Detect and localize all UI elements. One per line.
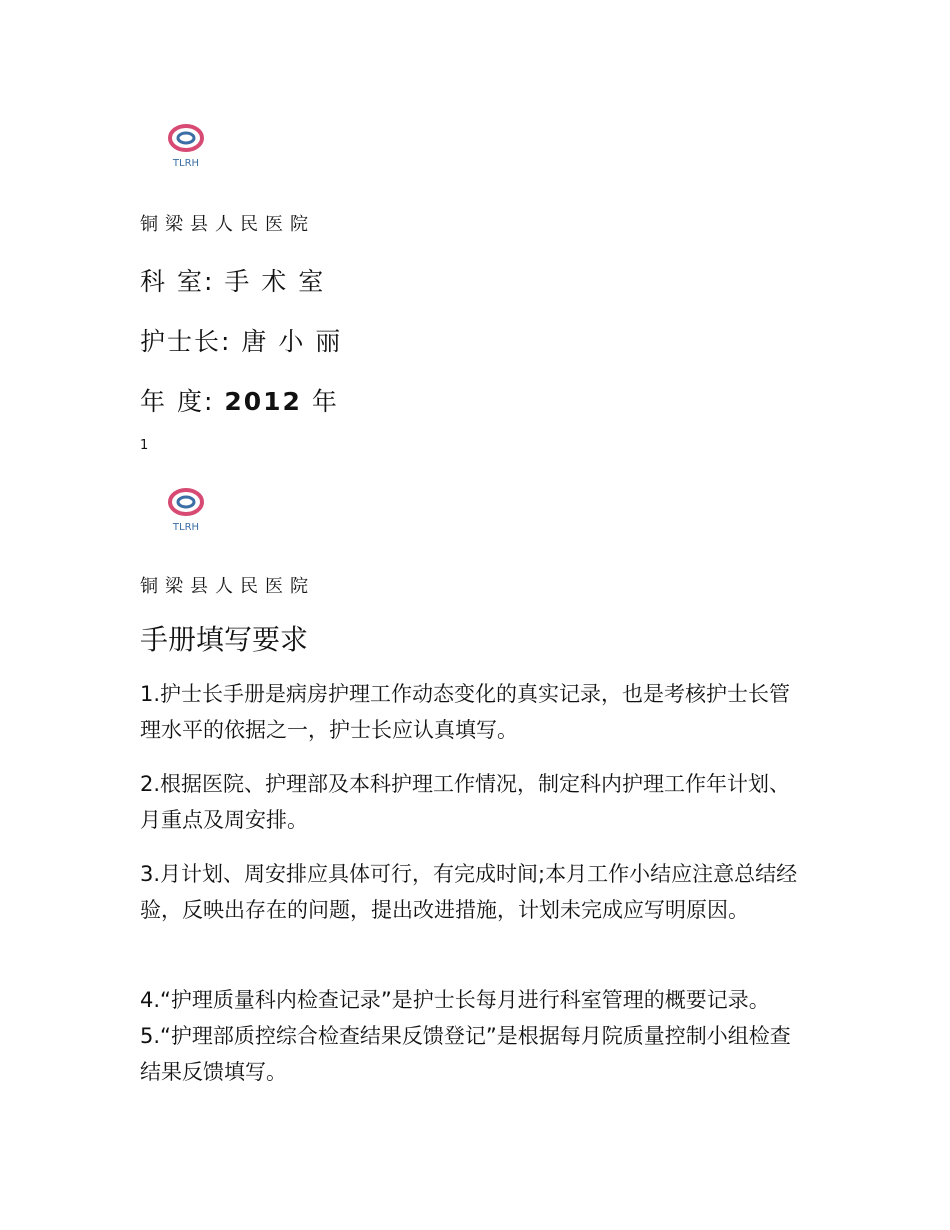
head-nurse-field <box>140 322 342 358</box>
logo-emblem-icon <box>160 118 212 170</box>
requirement-item-3 <box>140 856 810 928</box>
requirement-text: 3.月计划、周安排应具体可行，有完成时间;本月工作小结应注意总结经验，反映出存在的问题，提出改进措施，计划未完成应写明原因。 <box>140 862 798 922</box>
logo-text: TLRH <box>172 158 200 169</box>
page-number: 1 <box>140 438 149 453</box>
requirement-text: 4.“护理质量科内检查记录”是护士长每月进行科室管理的概要记录。 5.“护理部质控综合检查结果反馈登记”是根据每月院质量控制小组检查结果反馈填写。 <box>140 988 791 1084</box>
hospital-logo <box>160 118 212 170</box>
head-nurse-label: 护士长: <box>140 327 232 356</box>
requirement-text: 2.根据医院、护理部及本科护理工作情况，制定科内护理工作年计划、月重点及周安排。 <box>140 772 791 832</box>
year-label: 年 度: <box>140 387 215 416</box>
hospital-name: 铜梁县人民医院 <box>140 214 315 235</box>
head-nurse-value: 唐 小 丽 <box>241 327 343 356</box>
hospital-logo-second <box>160 482 212 534</box>
hospital-name-second: 铜梁县人民医院 <box>140 576 315 597</box>
requirement-item-2 <box>140 766 810 838</box>
department-label: 科 室: <box>140 267 215 296</box>
department-value: 手 术 室 <box>224 267 326 296</box>
logo-emblem-icon <box>160 482 212 534</box>
year-suffix: 年 <box>311 387 339 416</box>
year-field <box>140 382 339 418</box>
department-field <box>140 262 325 298</box>
requirement-text: 1.护士长手册是病房护理工作动态变化的真实记录，也是考核护士长管理水平的依据之一，护士长应认真填写。 <box>140 682 791 742</box>
requirement-item-4 <box>140 982 810 1090</box>
year-value: 2012 <box>224 387 302 416</box>
logo-text: TLRH <box>172 522 200 533</box>
requirement-item-1 <box>140 676 810 748</box>
section-heading: 手册填写要求 <box>140 623 309 656</box>
